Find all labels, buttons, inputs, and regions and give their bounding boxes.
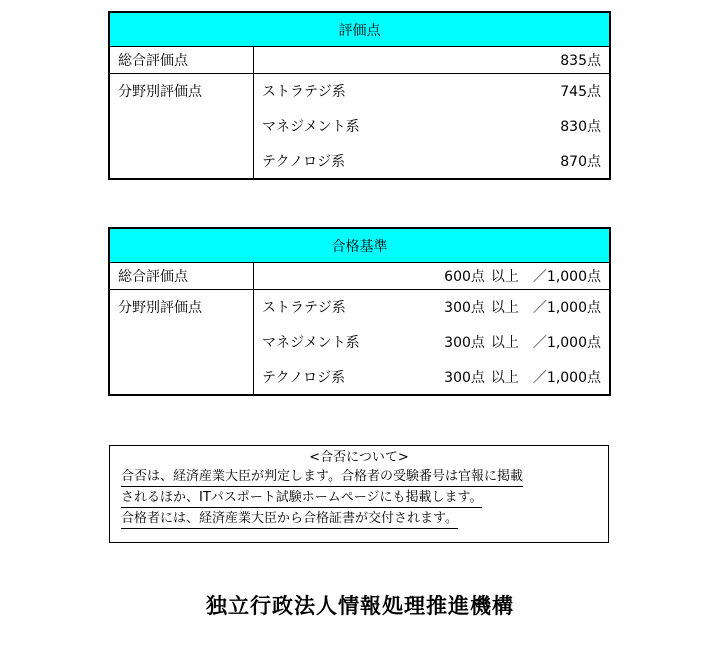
max-score: ／1,000点 bbox=[532, 335, 601, 351]
overall-score-value: 835点 bbox=[254, 47, 610, 74]
above-text: 以上 bbox=[490, 269, 519, 285]
score-table-header: 評価点 bbox=[110, 13, 610, 47]
field-name: テクノロジ系 bbox=[262, 153, 346, 170]
standard-table bbox=[109, 228, 610, 395]
threshold: 300点 bbox=[444, 369, 485, 386]
threshold: 600点 bbox=[444, 269, 485, 285]
threshold: 300点 bbox=[444, 300, 485, 317]
field-name: ストラテジ系 bbox=[262, 300, 346, 317]
field-name: マネジメント系 bbox=[262, 119, 360, 135]
field-name: マネジメント系 bbox=[262, 335, 360, 351]
notice-box bbox=[109, 445, 609, 543]
field-score: 745点 bbox=[560, 84, 601, 101]
above-text: 以上 bbox=[490, 300, 519, 317]
notice-line: 合格者には、経済産業大臣から合格証書が交付されます。 bbox=[121, 510, 458, 529]
max-score: ／1,000点 bbox=[532, 269, 601, 285]
above-text: 以上 bbox=[490, 369, 519, 386]
field-score: 830点 bbox=[560, 119, 601, 135]
standard-row bbox=[254, 290, 610, 325]
field-row bbox=[254, 144, 610, 179]
field-name: ストラテジ系 bbox=[262, 84, 346, 101]
notice-line: されるほか、ITパスポート試験ホームページにも掲載します。 bbox=[121, 489, 482, 508]
overall-score-label: 総合評価点 bbox=[110, 47, 254, 74]
standard-row bbox=[254, 360, 610, 395]
field-standard-label: 分野別評価点 bbox=[110, 290, 254, 395]
standard-table-header: 合格基準 bbox=[110, 229, 610, 263]
overall-standard-label: 総合評価点 bbox=[110, 263, 254, 290]
notice-line: 合否は、経済産業大臣が判定します。合格者の受験番号は官報に掲載 bbox=[121, 468, 523, 487]
field-score: 870点 bbox=[560, 153, 601, 170]
above-text: 以上 bbox=[490, 335, 519, 351]
field-row bbox=[254, 109, 610, 144]
standard-row bbox=[254, 325, 610, 360]
notice-title: <合否について> bbox=[309, 450, 409, 465]
field-score-label: 分野別評価点 bbox=[110, 74, 254, 179]
max-score: ／1,000点 bbox=[532, 369, 601, 386]
threshold: 300点 bbox=[444, 335, 485, 351]
organization-name: 独立行政法人情報処理推進機構 bbox=[206, 594, 514, 618]
max-score: ／1,000点 bbox=[532, 300, 601, 317]
overall-standard-value bbox=[254, 263, 610, 290]
field-name: テクノロジ系 bbox=[262, 369, 346, 386]
field-row bbox=[254, 74, 610, 109]
score-table bbox=[109, 12, 610, 179]
